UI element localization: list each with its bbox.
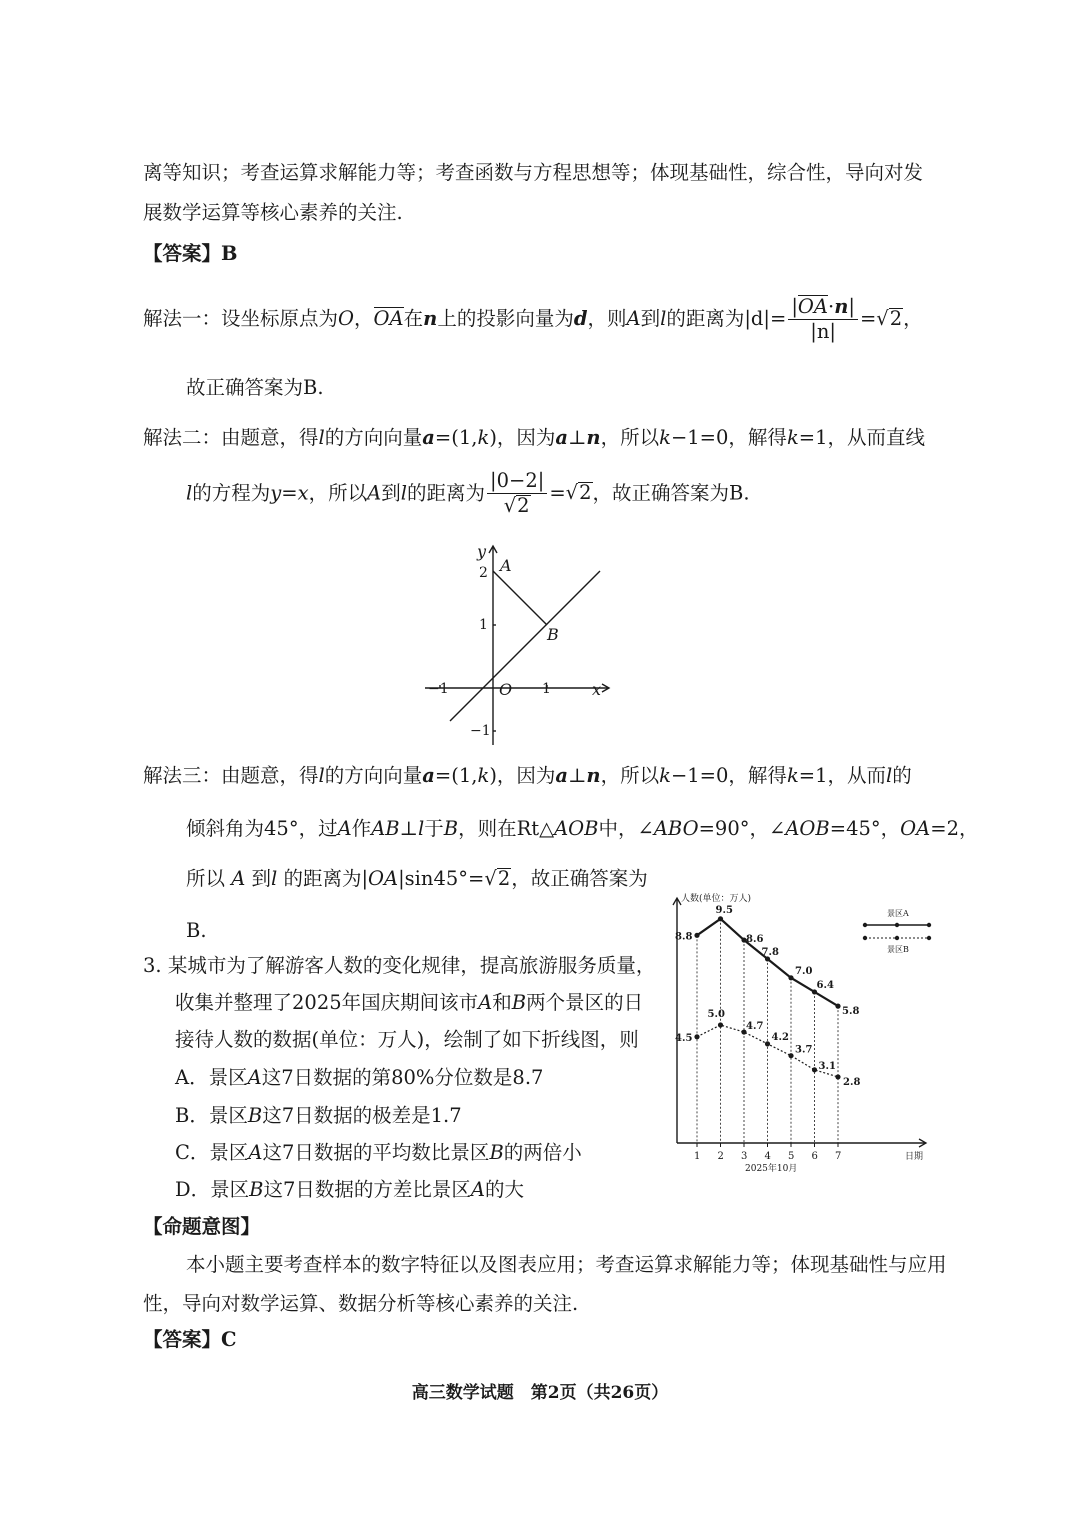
- question-3-line-1: [143, 953, 655, 978]
- math-symbol: k: [786, 764, 799, 787]
- series-A-data-label: 5.8: [842, 1006, 860, 1018]
- question-3-line-3: 接待人数的数据(单位：万人)，绘制了如下折线图，则: [175, 1028, 639, 1051]
- question-3-line-2: [175, 990, 643, 1015]
- line-equation: y=x: [270, 481, 309, 505]
- method-1-text: 上的投影向量为: [437, 306, 574, 330]
- math-symbol: n: [586, 764, 601, 787]
- fraction-denominator: [487, 494, 547, 517]
- text-run: −1=0，解得: [670, 764, 787, 787]
- math-symbol: k: [786, 426, 799, 449]
- x-axis-label: x: [592, 680, 602, 699]
- option-B: [175, 1103, 462, 1128]
- legend-B-label: 景区B: [887, 945, 909, 954]
- legend-B-marker: [863, 936, 867, 940]
- legend-B-marker: [927, 936, 931, 940]
- punct: ，: [903, 306, 923, 330]
- legend-A-marker: [927, 923, 931, 927]
- text-run: C．景区: [175, 1141, 249, 1164]
- series-A-data-label: 6.4: [816, 979, 834, 991]
- series-B-data-label: 3.1: [818, 1060, 836, 1072]
- sqrt-2: √2: [503, 494, 530, 518]
- fraction-numerator: |0−2|: [487, 470, 547, 494]
- sqrt-2: √2: [484, 867, 511, 890]
- text-run: 的: [892, 764, 912, 787]
- vector-n: n: [423, 306, 438, 330]
- equals: =: [859, 306, 877, 330]
- distance-fraction: [487, 470, 547, 518]
- math-symbol: B: [443, 817, 459, 840]
- option-C: [175, 1140, 582, 1165]
- series-A-point: [788, 975, 793, 980]
- math-symbol: AB: [371, 817, 400, 840]
- question-number: 3.: [143, 954, 162, 977]
- intro-line-1: 离等知识；考查运算求解能力等；考查函数与方程思想等；体现基础性，综合性，导向对发: [143, 161, 924, 184]
- text-run: =1，从而直线: [798, 426, 926, 449]
- text-run: 倾斜角为45°，过: [186, 817, 338, 840]
- x-tick-label: 7: [835, 1151, 842, 1162]
- method-1: [143, 295, 923, 344]
- text-run: =2，: [930, 817, 979, 840]
- vector-n: n: [834, 295, 849, 318]
- series-A-data-label: 8.6: [746, 934, 764, 946]
- text-run: 中，∠: [598, 817, 654, 840]
- sqrt-2: √2: [565, 481, 592, 505]
- math-symbol: A: [478, 991, 493, 1014]
- text-run: 于: [424, 817, 444, 840]
- text-run: 的两倍小: [503, 1141, 582, 1164]
- method-2-line-1: [143, 425, 925, 450]
- series-B-point: [694, 1034, 699, 1039]
- legend-B-marker: [895, 936, 899, 940]
- bar: |: [791, 295, 798, 318]
- text-run: |sin45°=: [398, 867, 485, 890]
- fraction-denominator: |n|: [810, 320, 836, 344]
- x-tick-label: 2: [717, 1151, 724, 1162]
- intent-line-1: 本小题主要考查样本的数字特征以及图表应用；考查运算求解能力等；体现基础性与应用: [186, 1253, 947, 1276]
- math-symbol: AOB: [554, 817, 599, 840]
- math-symbol: A: [231, 867, 246, 890]
- series-B-point: [765, 1041, 770, 1046]
- text-run: 和: [492, 991, 512, 1014]
- series-A-data-label: 9.5: [715, 904, 733, 916]
- page-footer: 高三数学试题 第2页（共26页）: [411, 1383, 669, 1403]
- math-symbol: k: [659, 764, 671, 787]
- text-run: ，所以: [600, 764, 660, 787]
- point-B-label: B: [547, 625, 559, 644]
- legend-A-marker: [863, 923, 867, 927]
- method-1-text: ，则: [587, 306, 627, 330]
- math-symbol: l: [271, 867, 278, 890]
- answer-value: C: [221, 1328, 237, 1351]
- text-run: 的大: [485, 1178, 525, 1201]
- text-run: )，因为: [489, 426, 556, 449]
- tick-label: 2: [479, 565, 488, 581]
- coordinate-graph: [420, 535, 620, 750]
- symbol-l: l: [660, 306, 667, 330]
- segment-AB: [493, 571, 547, 625]
- symbol-O: O: [338, 306, 355, 330]
- method-3-text: ，故正确答案为: [511, 867, 648, 890]
- text-run: 的方向向量: [324, 426, 423, 449]
- option-A: [175, 1065, 543, 1090]
- tick-label: −1: [428, 681, 449, 697]
- equals: =: [549, 481, 566, 505]
- text-run: 解法三：由题意，得: [143, 764, 319, 787]
- text-run: 两个景区的日: [526, 991, 644, 1014]
- question-3-text: 某城市为了解游客人数的变化规律，提高旅游服务质量，: [167, 954, 656, 977]
- math-symbol: l: [417, 817, 425, 840]
- series-B-point: [788, 1053, 793, 1058]
- method-3-line-3-text: [186, 867, 484, 890]
- series-B-data-label: 2.8: [843, 1076, 861, 1088]
- text-run: D．景区: [175, 1178, 250, 1201]
- intro-line-2: 展数学运算等核心素养的关注.: [143, 201, 403, 224]
- text-run: 这7日数据的平均数比景区: [262, 1141, 490, 1164]
- series-A-point: [694, 933, 699, 938]
- method-2-text: 的方程为: [192, 481, 271, 505]
- point-A-label: A: [500, 556, 512, 575]
- projection-fraction: [788, 295, 858, 344]
- fraction-numerator: [788, 295, 858, 320]
- math-symbol: B: [489, 1141, 504, 1164]
- series-B-data-label: 3.7: [795, 1044, 813, 1056]
- text-run: 的方向向量: [324, 764, 423, 787]
- answer-label: 【答案】: [143, 242, 222, 265]
- math-symbol: a: [555, 764, 569, 787]
- bar: |: [848, 295, 855, 318]
- text-run: =1，从而: [798, 764, 887, 787]
- symbol-l: l: [400, 481, 407, 505]
- math-symbol: l: [318, 426, 325, 449]
- math-symbol: l: [886, 764, 893, 787]
- math-symbol: B: [249, 1178, 264, 1201]
- math-symbol: k: [477, 764, 490, 787]
- text-run: 作: [351, 817, 372, 840]
- answer-2: [143, 1327, 237, 1352]
- text-run: 这7日数据的方差比景区: [263, 1178, 471, 1201]
- method-1-text: 在: [403, 306, 424, 330]
- option-D: [175, 1177, 524, 1202]
- series-A-point: [718, 916, 723, 921]
- tick-label: 1: [542, 681, 551, 697]
- math-symbol: A: [337, 817, 352, 840]
- method-3-line-3: [186, 866, 648, 891]
- method-1-text: 解法一：设坐标原点为: [143, 306, 339, 330]
- radicand: 2: [889, 306, 903, 330]
- method-3-line-1: [143, 763, 912, 788]
- text-run: =(1,: [434, 426, 478, 449]
- series-B-point: [835, 1074, 840, 1079]
- series-A-data-label: 8.8: [675, 931, 693, 943]
- vector-OA: OA: [373, 306, 404, 330]
- intent-line-2: 性，导向对数学运算、数据分析等核心素养的关注.: [143, 1292, 579, 1315]
- dot: ·: [827, 295, 835, 318]
- math-symbol: n: [586, 426, 601, 449]
- method-1-text: 到: [640, 306, 661, 330]
- radicand: 2: [497, 867, 511, 890]
- symbol-A: A: [626, 306, 641, 330]
- math-symbol: ABO: [653, 817, 699, 840]
- text-run: 这7日数据的极差是1.7: [262, 1104, 462, 1127]
- tick-label: −1: [470, 723, 491, 739]
- math-symbol: A: [247, 1066, 262, 1089]
- x-axis-title: 2025年10月: [745, 1164, 798, 1174]
- text-run: 收集并整理了2025年国庆期间该市: [175, 991, 479, 1014]
- x-tick-label: 1: [694, 1151, 701, 1162]
- method-3-line-4: B.: [186, 919, 207, 942]
- text-run: B．景区: [175, 1104, 248, 1127]
- math-symbol: l: [318, 764, 325, 787]
- x-axis-unit: 日期: [905, 1152, 924, 1162]
- math-symbol: B: [247, 1104, 263, 1127]
- series-A-data-label: 7.0: [795, 965, 813, 977]
- method-2-text: ，故正确答案为B.: [592, 481, 750, 505]
- method-2-text: 到: [381, 481, 401, 505]
- intent-label: 【命题意图】: [143, 1215, 261, 1238]
- legend-A-marker: [895, 923, 899, 927]
- x-tick-label: 6: [811, 1151, 818, 1162]
- tick-label: 1: [479, 617, 488, 633]
- visitor-line-chart: [655, 885, 945, 1190]
- x-tick-label: 3: [741, 1151, 748, 1162]
- series-B-data-label: 4.2: [771, 1031, 789, 1043]
- method-2-text: 的距离为: [407, 481, 486, 505]
- answer-value: B: [221, 242, 238, 265]
- math-symbol: a: [422, 426, 435, 449]
- math-symbol: OA: [368, 867, 399, 890]
- text-run: )，因为: [489, 764, 556, 787]
- math-symbol: OA: [900, 817, 931, 840]
- origin-label: O: [499, 680, 513, 699]
- x-tick-label: 5: [788, 1151, 795, 1162]
- math-symbol: k: [659, 426, 671, 449]
- abs-d: |d|=: [744, 306, 787, 330]
- text-run: ，所以: [600, 426, 660, 449]
- math-symbol: AOB: [785, 817, 830, 840]
- method-3-line-2: [186, 816, 978, 841]
- text-run: ，则在Rt△: [458, 817, 555, 840]
- text-run: ⊥: [568, 426, 587, 449]
- text-run: −1=0，解得: [670, 426, 787, 449]
- math-symbol: A: [470, 1178, 485, 1201]
- answer-1: [143, 241, 238, 266]
- series-A-data-label: 7.8: [761, 946, 779, 958]
- text-run: 所以: [186, 867, 232, 890]
- symbol-l: l: [186, 481, 193, 505]
- answer-label: 【答案】: [143, 1328, 222, 1351]
- sqrt-2: √2: [876, 306, 903, 330]
- vector-OA: OA: [797, 295, 828, 318]
- x-tick-label: 4: [764, 1151, 771, 1162]
- y-axis-title: 人数(单位：万人): [681, 894, 752, 904]
- math-symbol: a: [422, 764, 435, 787]
- legend-A-label: 景区A: [887, 909, 909, 918]
- text-run: 到: [245, 867, 271, 890]
- math-symbol: a: [555, 426, 569, 449]
- vector-d: d: [573, 306, 588, 330]
- radicand: 2: [517, 494, 530, 518]
- text-run: 这7日数据的第80%分位数是8.7: [261, 1066, 544, 1089]
- method-1-text: 的距离为: [666, 306, 745, 330]
- text-run: =45°，: [829, 817, 901, 840]
- method-1-conclusion: 故正确答案为B.: [186, 376, 324, 399]
- line-y-equals-x: [450, 571, 600, 721]
- math-symbol: A: [248, 1141, 263, 1164]
- y-axis-label: y: [477, 542, 487, 561]
- math-symbol: B: [511, 991, 527, 1014]
- punct: ，: [354, 306, 374, 330]
- method-2-text: ，所以: [308, 481, 368, 505]
- text-run: =(1,: [434, 764, 478, 787]
- text-run: 解法二：由题意，得: [143, 426, 319, 449]
- series-B-data-label: 4.5: [675, 1032, 693, 1044]
- series-B-data-label: 4.7: [746, 1021, 764, 1033]
- series-B-point: [718, 1022, 723, 1027]
- text-run: A．景区: [175, 1066, 248, 1089]
- series-A-point: [835, 1004, 840, 1009]
- text-run: 的距离为|: [277, 867, 369, 890]
- text-run: ⊥: [568, 764, 587, 787]
- text-run: =90°，∠: [698, 817, 786, 840]
- method-2-line-2: [186, 470, 750, 518]
- symbol-A: A: [367, 481, 382, 505]
- text-run: ⊥: [399, 817, 418, 840]
- series-B-data-label: 5.0: [707, 1009, 725, 1020]
- math-symbol: k: [477, 426, 490, 449]
- radicand: 2: [579, 481, 592, 505]
- series-B-point: [812, 1067, 817, 1072]
